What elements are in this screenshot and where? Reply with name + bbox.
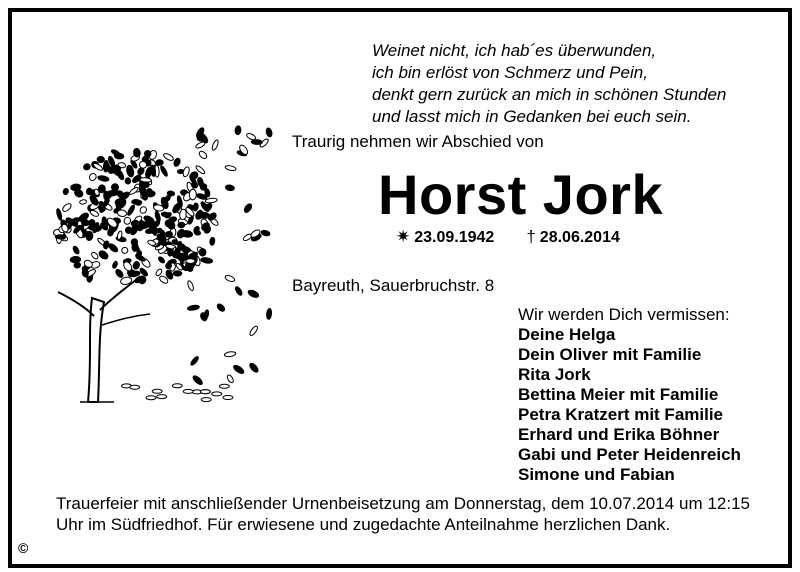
mourner: Rita Jork: [518, 365, 591, 384]
service-note: Trauerfeier mit anschließender Urnenbeisetzung am Donnerstag, dem 10.07.2014 um 12:15 Uhr im Südfriedhof. Für erwiesene und zugedachte Anteilnahme herzlichen Dank.: [56, 494, 750, 534]
poem-line: und lasst mich in Gedanken bei euch sein.: [372, 107, 692, 126]
mourner: Gabi und Peter Heidenreich: [518, 445, 741, 464]
poem: [372, 40, 726, 128]
death-date: 28.06.2014: [539, 229, 620, 246]
mourners-heading: Wir werden Dich vermissen:: [518, 305, 730, 324]
poem-line: denkt gern zurück an mich in schönen Stunden: [372, 85, 727, 104]
mourner: Erhard und Erika Böhner: [518, 425, 720, 444]
life-dates: [396, 227, 620, 247]
deceased-name: Horst Jork: [378, 163, 664, 226]
mourners-list: [518, 305, 741, 485]
birth-star-icon: ✷: [396, 227, 411, 246]
mourner: Deine Helga: [518, 325, 616, 344]
farewell-intro: Traurig nehmen wir Abschied von: [292, 132, 544, 151]
mourner: Petra Kratzert mit Familie: [518, 405, 724, 424]
windblown-tree-icon: [40, 120, 290, 410]
birth-date: 23.09.1942: [414, 229, 495, 246]
mourner: Dein Oliver mit Familie: [518, 345, 702, 364]
mourner: Bettina Meier mit Familie: [518, 385, 719, 404]
copyright-icon: ©: [18, 540, 29, 556]
poem-line: ich bin erlöst von Schmerz und Pein,: [372, 63, 648, 82]
mourner: Simone und Fabian: [518, 465, 675, 484]
address: Bayreuth, Sauerbruchstr. 8: [292, 276, 495, 295]
death-cross-icon: †: [526, 227, 536, 246]
poem-line: Weinet nicht, ich hab´es überwunden,: [372, 41, 657, 60]
